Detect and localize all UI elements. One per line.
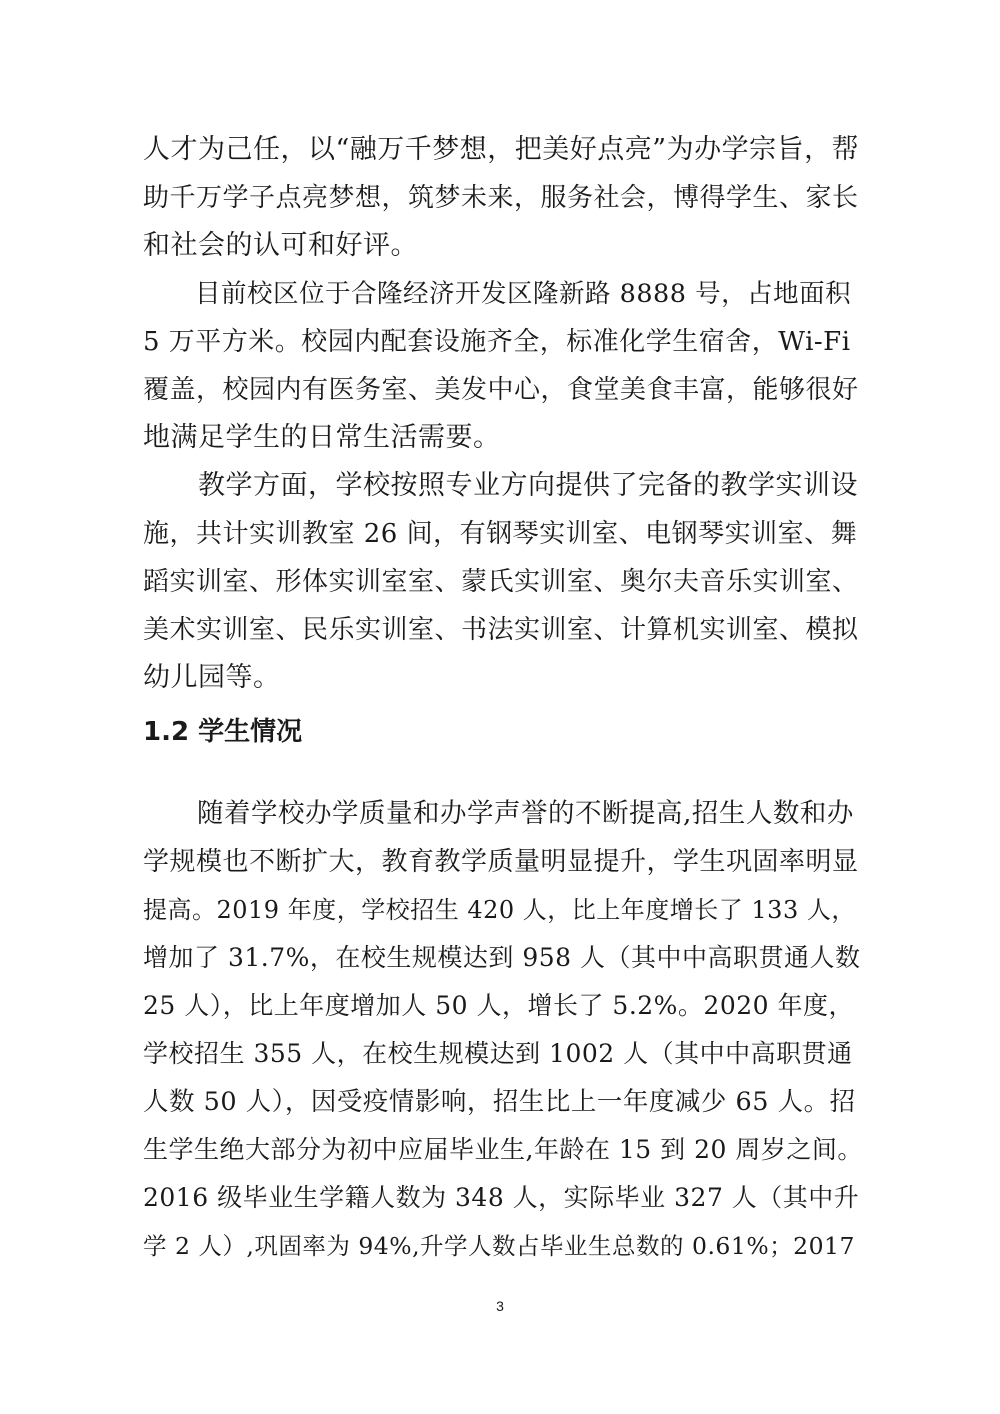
body-text-top <box>143 126 863 702</box>
section-heading: 1.2 学生情况 <box>143 717 303 747</box>
text-line: 25 人），比上年度增加人 50 人，增长了 5.2%。2020 年度， <box>143 991 854 1020</box>
text-line: 提高。2019 年度，学校招生 420 人，比上年度增长了 133 人， <box>143 896 856 924</box>
text-line: 覆盖，校园内有医务室、美发中心，食堂美食丰富，能够很好 <box>143 375 859 405</box>
text-line: 人才为己任，以“融万千梦想，把美好点亮”为办学宗旨，帮 <box>143 134 860 165</box>
text-line: 学校招生 355 人，在校生规模达到 1002 人（其中中高职贯通 <box>143 1039 853 1068</box>
text-line: 5 万平方米。校园内配套设施齐全，标准化学生宿舍，Wi-Fi <box>143 327 851 357</box>
text-line: 学 2 人）,巩固率为 94%,升学人数占毕业生总数的 0.61%；2017 <box>143 1232 855 1260</box>
text-line: 目前校区位于合隆经济开发区隆新路 8888 号，占地面积 <box>143 279 852 309</box>
body-text-bottom <box>143 790 863 1270</box>
text-line: 地满足学生的日常生活需要。 <box>143 422 501 453</box>
text-line: 学规模也不断扩大，教育教学质量明显提升，学生巩固率明显 <box>143 847 859 877</box>
text-line: 蹈实训室、形体实训室室、蒙氏实训室、奥尔夫音乐实训室、 <box>143 567 859 597</box>
page-number: 3 <box>496 1298 504 1314</box>
text-line: 助千万学子点亮梦想，筑梦未来，服务社会，博得学生、家长 <box>143 183 859 213</box>
text-line: 美术实训室、民乐实训室、书法实训室、计算机实训室、模拟 <box>143 615 859 645</box>
text-line: 生学生绝大部分为初中应届毕业生,年龄在 15 到 20 周岁之间。 <box>143 1135 863 1164</box>
text-line: 2016 级毕业生学籍人数为 348 人，实际毕业 327 人（其中升 <box>143 1183 860 1212</box>
text-line: 人数 50 人），因受疫情影响，招生比上一年度减少 65 人。招 <box>143 1087 856 1117</box>
text-line: 增加了 31.7%，在校生规模达到 958 人（其中中高职贯通人数 <box>143 943 861 972</box>
text-line: 和社会的认可和好评。 <box>143 230 418 261</box>
text-line: 随着学校办学质量和办学声誉的不断提高,招生人数和办 <box>143 798 854 829</box>
text-line: 施，共计实训教室 26 间，有钢琴实训室、电钢琴实训室、舞 <box>143 519 858 549</box>
text-line: 幼儿园等。 <box>143 662 281 693</box>
text-line: 教学方面，学校按照专业方向提供了完备的教学实训设 <box>143 470 858 501</box>
